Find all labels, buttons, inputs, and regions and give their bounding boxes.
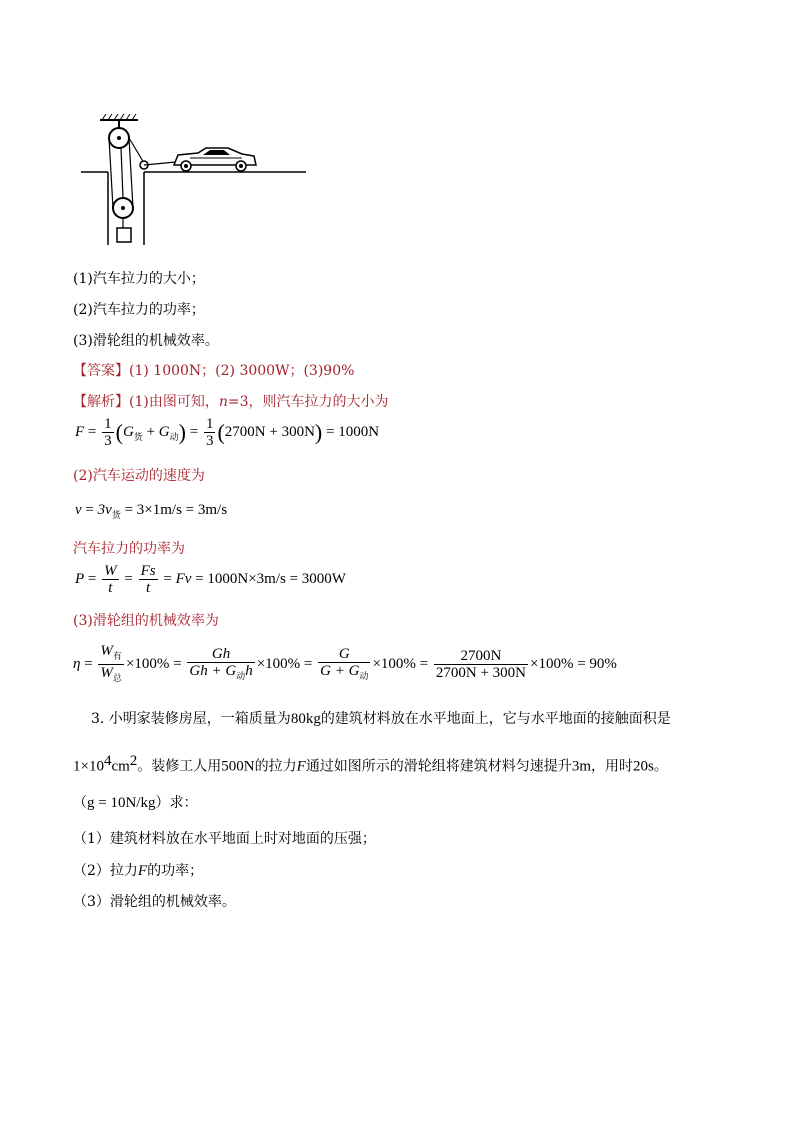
eq4-sub-useful: 有 [112, 651, 122, 661]
answer-text: (1) 1000N；(2) 3000W；(3)90% [129, 363, 355, 379]
q3-sub2-b: 的功率； [147, 863, 204, 879]
eq4-pct-4: ×100% [530, 655, 574, 672]
eq3-t-2: t [139, 579, 158, 596]
q3-area-unit-exp: 2 [129, 753, 138, 769]
equation-3: P = $\frac{W}{t}$ = $\frac{Fs}{t}$ = Fv = 1000N×3m/s = 3000W [75, 563, 346, 596]
q3-sub2-a: （2）拉力 [73, 863, 138, 879]
analysis-label: 【解析】 [73, 394, 129, 410]
answer-line [73, 362, 354, 380]
eq1-frac-2 [204, 416, 216, 449]
eq4-sub-pulley: 动 [236, 670, 246, 681]
eq4-result: = 90% [577, 655, 617, 672]
eq4-G-den: G + G [320, 662, 360, 679]
eq3-rest: = 1000N×3m/s = 3000W [195, 570, 346, 587]
answer-label: 【答案】 [73, 363, 129, 379]
eq2-3v: 3v [97, 502, 112, 518]
q3-sub2-F: F [137, 863, 148, 879]
eq4-G: G [338, 645, 350, 662]
eq1-den-2: 3 [205, 433, 214, 449]
q3-sub-2 [73, 862, 203, 880]
q3-area-exp: 4 [103, 753, 112, 769]
eq4-pct-2: ×100% [256, 655, 301, 672]
analysis-text: (1)由图可知， [129, 394, 219, 410]
analysis-text-2: =3，则汽车拉力的大小为 [227, 394, 389, 410]
eq1-den: 3 [104, 433, 112, 449]
eq4-pct-3: ×100% [372, 655, 416, 672]
q3-sub-1: （1）建筑材料放在水平地面上时对地面的压强； [73, 831, 376, 847]
q3-g-close: ）求： [155, 795, 198, 811]
eq4-den4: 2700N + 300N [435, 665, 526, 681]
eq1-frac [102, 416, 114, 449]
equation-2: $v = 3v_货 = 3\times 1m/s = 3m/s$ [75, 502, 228, 520]
q3-line-2 [73, 752, 668, 776]
eq1-num-2: 1 [205, 416, 214, 432]
eq4-W-useful: W [100, 643, 113, 659]
eq4-frac-3 [318, 646, 370, 684]
q3-line2-c: 通过如图所示的滑轮组将建筑材料匀速提升 [305, 758, 572, 775]
prev-question-3: (3)滑轮组的机械效率。 [73, 333, 219, 349]
eq1-num: 1 [104, 416, 112, 432]
q3-time: 20s [632, 758, 654, 775]
eq1-values: 2700N + 300N [224, 423, 315, 440]
eq1-F: F [75, 423, 85, 440]
eq3-frac-2 [139, 563, 158, 596]
equation-1: F = $\frac{1}{3}$ $(G_货 + G_动)$ = $\frac{1}{3}$ (2700N + 300N) = 1000N [75, 416, 380, 449]
q3-area-unit: cm [111, 758, 130, 775]
equation-4: η = $\frac{W_有}{W_总}$ ×100% = $\frac{Gh}{Gh + G_动h}$ ×100% = $\frac{G}{G + G_动}$ ×100% = $\frac{2700N}{2700N + 300N}$ ×100% = 90% [73, 643, 617, 686]
analysis-line-3: 汽车拉力的功率为 [73, 541, 185, 557]
q3-intro-a: 3. 小明家装修房屋，一箱质量为 [91, 711, 291, 727]
eq2-rest: = 3×1m/s = 3m/s [124, 502, 228, 518]
n-symbol: n [218, 394, 228, 410]
q3-line2-d: ，用时 [590, 758, 633, 775]
eq4-pct-1: ×100% [125, 655, 170, 672]
q3-force: 500N [221, 758, 255, 775]
prev-question-2: (2)汽车拉力的功率； [73, 302, 205, 318]
analysis-line-4: (3)滑轮组的机械效率为 [73, 613, 219, 629]
q3-gravity-line [73, 794, 197, 812]
q3-line2-a: 。装修工人用 [137, 758, 222, 775]
eq1-result: = 1000N [325, 423, 380, 440]
eq4-num4: 2700N [460, 648, 502, 664]
eq4-Gh: Gh [211, 645, 231, 662]
eq4-sub-total: 总 [112, 673, 122, 683]
eq3-W: W [104, 563, 117, 579]
eq2-v: v [75, 502, 82, 518]
eq3-P: P [75, 570, 85, 587]
q3-mass: 80kg [290, 711, 321, 727]
eq4-frac-2 [187, 646, 254, 684]
eq4-W-total: W [100, 665, 113, 681]
q3-line2-e: 。 [653, 758, 668, 775]
eq4-h: h [245, 662, 253, 679]
prev-question-1: (1)汽车拉力的大小； [73, 271, 205, 287]
q3-g-open: （ [73, 795, 87, 811]
eq4-frac-4 [434, 648, 528, 681]
pulley-car-diagram [78, 110, 308, 250]
q3-area-base: 1×10 [73, 758, 104, 775]
eq1-G-pulley: G [158, 423, 170, 440]
analysis-line-1 [73, 393, 389, 411]
eq4-sub-pulley-2: 动 [359, 670, 369, 681]
eq2-sub: 货 [111, 510, 121, 520]
q3-F: F [296, 758, 306, 775]
eq3-t: t [102, 579, 119, 596]
q3-height: 3m [571, 758, 591, 775]
eq3-Fv: Fv [175, 570, 192, 587]
eq1-sub-pulley: 动 [169, 431, 179, 442]
q3-line2-b: 的拉力 [254, 758, 297, 775]
eq1-sub-goods: 货 [133, 431, 143, 442]
eq3-Fs: Fs [140, 563, 156, 579]
q3-sub-3: （3）滑轮组的机械效率。 [73, 894, 236, 910]
eq4-eta: η [73, 655, 81, 672]
q3-g-value: g = 10N/kg [87, 795, 156, 811]
q3-intro-b: 的建筑材料放在水平地面上，它与水平地面的接触面积是 [320, 711, 671, 727]
eq4-frac-1 [98, 643, 124, 686]
eq4-Gh-den: Gh + G [189, 662, 237, 679]
eq1-G-goods: G [122, 423, 134, 440]
eq3-frac-1 [102, 563, 119, 596]
analysis-line-2: (2)汽车运动的速度为 [73, 468, 205, 484]
q3-intro [91, 710, 671, 728]
